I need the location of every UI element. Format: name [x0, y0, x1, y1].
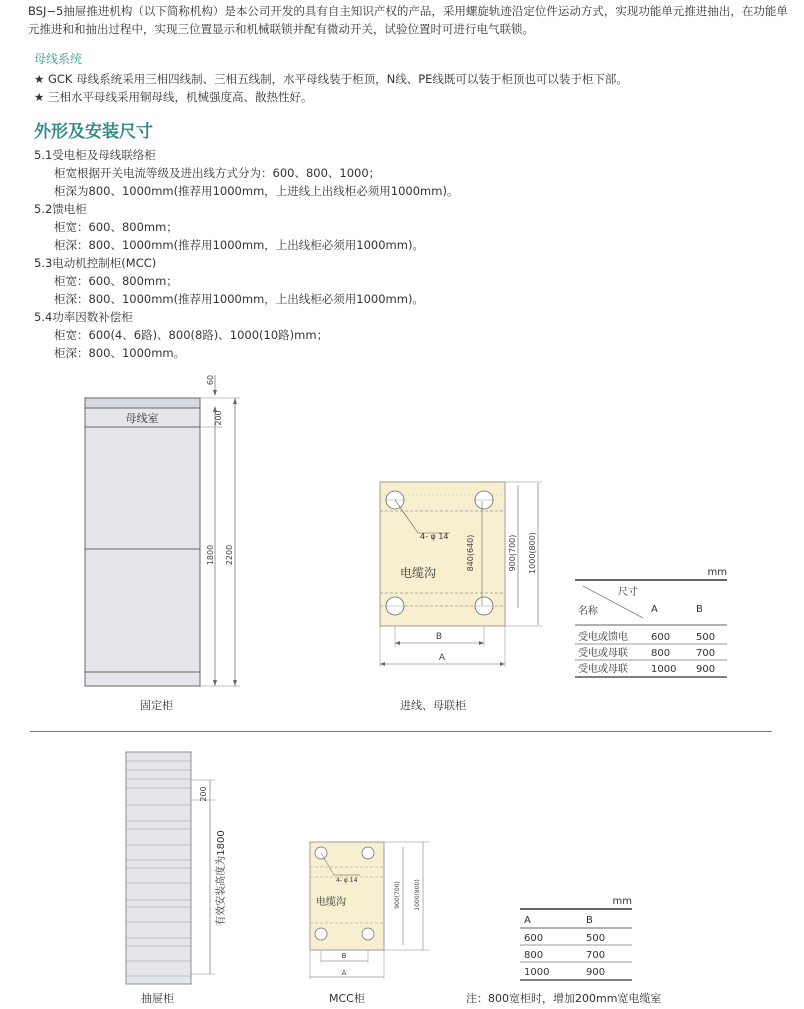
dim-A: A — [341, 969, 347, 977]
mount-hole — [362, 847, 374, 859]
table1-cell: 受电或馈电 — [578, 632, 628, 643]
mount-hole — [315, 928, 327, 940]
table1-cell: 受电或母联 — [578, 648, 628, 659]
dim-840: 840(640) — [466, 534, 475, 572]
table2-col-b: B — [586, 915, 593, 926]
spec-line: 柜宽：600、800mm； — [54, 220, 178, 234]
dim-60: 60 — [206, 374, 215, 386]
spec-heading-5-4: 5.4功率因数补偿柜 — [34, 310, 133, 324]
mcc-cabinet-drawing — [300, 835, 440, 985]
dim-200: 200 — [199, 786, 208, 802]
spec-heading-5-1: 5.1受电柜及母线联络柜 — [34, 148, 156, 162]
dim-900: 900(700) — [394, 881, 401, 909]
busbar-heading: 母线系统 — [34, 52, 83, 66]
section-title: 外形及安装尺寸 — [34, 122, 153, 142]
busbar-bullet-1: ★ GCK 母线系统采用三相四线制、三相五线制，水平母线装于柜顶，N线、PE线既可以装于柜顶也可以装于柜下部。 — [34, 72, 628, 86]
fixed-cabinet-drawing — [80, 370, 250, 700]
table2-cell: 800 — [524, 950, 544, 961]
table2-cell: 600 — [524, 933, 544, 944]
dim-1000: 1000(800) — [528, 532, 537, 574]
spec-heading-5-2: 5.2馈电柜 — [34, 202, 87, 216]
effective-height-label: 有效安装高度为1800 — [216, 830, 227, 926]
table1-cell: 800 — [651, 648, 671, 659]
table1-col-a: A — [651, 604, 658, 615]
dim-200: 200 — [214, 410, 223, 426]
mcc-cabinet-caption: MCC柜 — [329, 992, 365, 1005]
table1-unit: mm — [707, 567, 727, 578]
fixed-cabinet-caption: 固定柜 — [140, 699, 173, 712]
hole-label: 4- φ 14 — [336, 877, 358, 884]
spec-line: 柜宽：600、800mm； — [54, 274, 178, 288]
dim-A: A — [438, 653, 446, 663]
table1-cell: 700 — [696, 648, 716, 659]
busbar-room-label: 母线室 — [125, 412, 159, 425]
table2-grid — [520, 907, 632, 983]
spec-heading-5-3: 5.3电动机控制柜(MCC) — [34, 256, 157, 270]
trench-label: 电缆沟 — [316, 897, 346, 908]
dim-1800: 1800 — [206, 544, 215, 566]
table2-cell: 1000 — [524, 967, 550, 978]
table2-cell: 500 — [586, 933, 606, 944]
table1-header-size: 尺寸 — [618, 587, 638, 598]
spec-line: 柜宽：600(4、6路)、800(8路)、1000(10路)mm； — [54, 328, 329, 342]
drawer-cabinet-caption: 抽屉柜 — [141, 992, 174, 1005]
table2-col-a: A — [524, 915, 531, 926]
dim-2200: 2200 — [225, 544, 234, 566]
incoming-cabinet-drawing — [370, 475, 550, 675]
spec-line: 柜深：800、1000mm(推荐用1000mm，上出线柜必须用1000mm)。 — [54, 238, 424, 252]
spec-line: 柜宽根据开关电流等级及进出线方式分为：600、800、1000； — [54, 166, 381, 180]
size-table-1 — [575, 567, 727, 683]
spec-line: 柜深为800、1000mm(推荐用1000mm，上进线上出线柜必须用1000mm)。 — [54, 184, 459, 198]
table1-cell: 600 — [651, 632, 671, 643]
dim-B: B — [435, 632, 443, 642]
footnote: 注：800宽柜时，增加200mm宽电缆室 — [466, 992, 662, 1005]
table1-grid — [575, 578, 727, 683]
drawer-cabinet-drawing — [120, 748, 230, 988]
mount-hole — [362, 928, 374, 940]
table2-cell: 900 — [586, 967, 606, 978]
spec-line: 柜深：800、1000mm(推荐用1000mm，上出线柜必须用1000mm)。 — [54, 292, 424, 306]
table1-cell: 1000 — [651, 664, 677, 675]
table2-unit: mm — [612, 896, 632, 907]
hole-label: 4- φ 14 — [420, 532, 449, 541]
dim-1000: 1000(800) — [414, 879, 421, 911]
table1-cell: 受电或母联 — [578, 664, 628, 675]
spec-line: 柜深：800、1000mm。 — [54, 346, 186, 360]
table1-col-b: B — [696, 604, 703, 615]
table1-cell: 900 — [696, 664, 716, 675]
incoming-cabinet-caption: 进线、母联柜 — [400, 699, 466, 712]
table2-cell: 700 — [586, 950, 606, 961]
size-table-2 — [520, 896, 632, 983]
dim-B: B — [341, 952, 347, 960]
cabinet-body — [85, 398, 200, 686]
section-divider — [30, 731, 772, 732]
dim-900: 900(700) — [508, 534, 517, 572]
table1-header-name: 名称 — [578, 606, 598, 617]
table1-cell: 500 — [696, 632, 716, 643]
intro-paragraph: BSJ−5抽屉推进机构（以下简称机构）是本公司开发的具有自主知识产权的产品，采用螺旋轨迹沿定位件运动方式，实现功能单元推进抽出，在功能单元推进和和抽出过程中，实现三位置显示和机械联锁并配有微动开关，试验位置时可进行电气联锁。 — [28, 4, 788, 36]
busbar-bullet-2: ★ 三相水平母线采用铜母线，机械强度高、散热性好。 — [34, 90, 313, 104]
trench-label: 电缆沟 — [400, 566, 437, 580]
cabinet-top-strip — [85, 398, 200, 408]
